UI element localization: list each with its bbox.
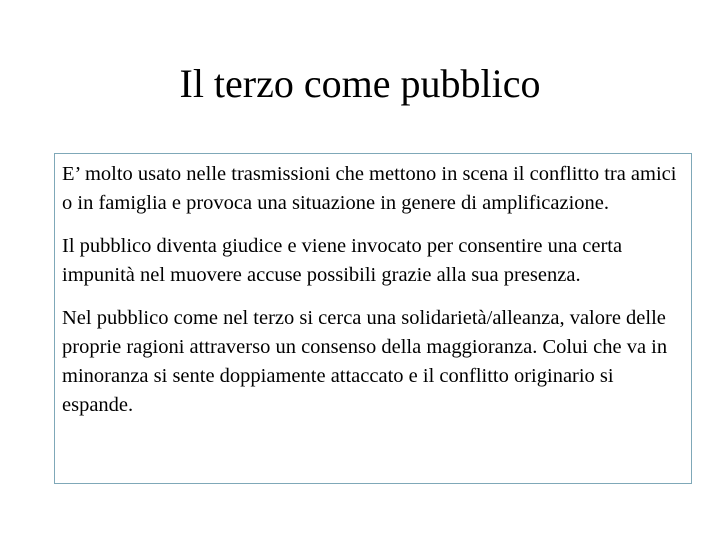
slide-title: Il terzo come pubblico: [179, 61, 541, 106]
paragraph-3: Nel pubblico come nel terzo si cerca una solidarietà/alleanza, valore delle proprie ragioni attraverso un consenso della maggioranza. Colui che va in minoranza si sente doppiamente attaccato e il conflitto originario si espande.: [62, 307, 668, 416]
content-text-box: [54, 153, 692, 484]
paragraph-2: Il pubblico diventa giudice e viene invocato per consentire una certa impunità nel muovere accuse possibili grazie alla sua presenza.: [62, 235, 623, 286]
paragraph-1: E’ molto usato nelle trasmissioni che mettono in scena il conflitto tra amici o in famiglia e provoca una situazione in genere di amplificazione.: [62, 163, 677, 214]
